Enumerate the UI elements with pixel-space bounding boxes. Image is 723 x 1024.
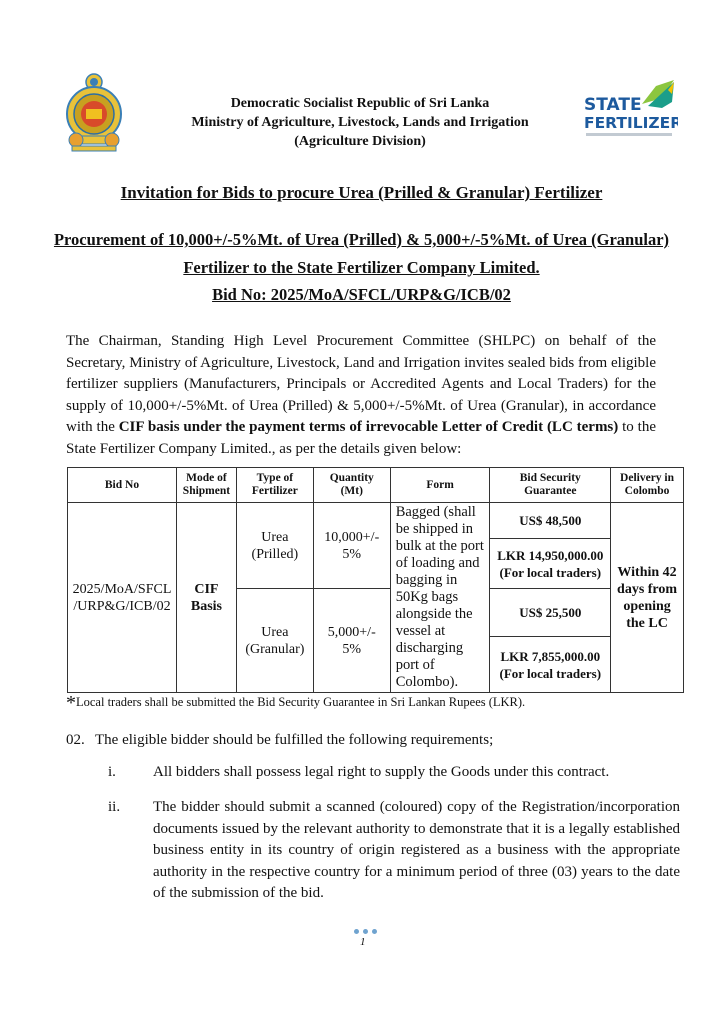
header-division: (Agriculture Division)	[294, 134, 426, 149]
header-mode: Mode of Shipment	[176, 468, 236, 503]
page-dots-icon	[352, 929, 382, 935]
main-title: Invitation for Bids to procure Urea (Prilled & Granular) Fertilizer	[120, 183, 603, 202]
cell-security-usd: US$ 48,500	[490, 503, 611, 539]
header-delivery: Delivery in Colombo	[611, 468, 684, 503]
cell-security-lkr: LKR 7,855,000.00 (For local traders)	[490, 637, 611, 693]
list-item: The bidder should submit a scanned (coloured) copy of the Registration/incorporation documents issued by the relevant authority to demonstrate that it is a legally established business entity in its country of origin registered as a business with the appropriate authority in the respective country for a minimum period of three (03) years to the date of the submission of the bid.	[153, 799, 680, 902]
intro-text-2: to the State Fertilizer Company Limited., as per the details given below:	[66, 419, 656, 457]
header-ministry: Ministry of Agriculture, Livestock, Lands and Irrigation	[191, 115, 529, 130]
sri-lanka-emblem-logo	[62, 70, 126, 154]
footnote-text: Local traders shall be submitted the Bid Security Guarantee in Sri Lankan Rupees (LKR).	[76, 695, 526, 709]
cell-quantity: 5,000+/- 5%	[313, 589, 390, 693]
header-type: Type of Fertilizer	[236, 468, 313, 503]
header-country: Democratic Socialist Republic of Sri Lanka	[230, 96, 490, 111]
bid-details-table	[67, 467, 684, 693]
cell-security-lkr: LKR 14,950,000.00 (For local traders)	[490, 539, 611, 589]
cell-type: Urea (Prilled)	[236, 503, 313, 589]
cell-delivery: Within 42 days from opening the LC	[611, 503, 684, 693]
intro-paragraph	[66, 331, 656, 461]
subtitle-company: Fertilizer to the State Fertilizer Company Limited.	[183, 258, 540, 277]
subtitle-procurement: Procurement of 10,000+/-5%Mt. of Urea (Prilled) & 5,000+/-5%Mt. of Urea (Granular)	[53, 230, 670, 249]
footnote	[66, 692, 525, 715]
cell-bid-no: 2025/MoA/SFCL /URP&G/ICB/02	[68, 503, 177, 693]
section-heading: The eligible bidder should be fulfilled the following requirements;	[95, 732, 494, 748]
cell-form: Bagged (shall be shipped in bulk at the port of loading and bagging in 50Kg bags alongside the vessel at discharging port of Colombo).	[390, 503, 490, 693]
logo-text-fertilizer: FERTILIZER	[584, 114, 678, 132]
list-item-number: ii.	[108, 799, 121, 815]
cell-quantity: 10,000+/- 5%	[313, 503, 390, 589]
table-header-row	[68, 468, 684, 503]
bid-number-title: Bid No: 2025/MoA/SFCL/URP&G/ICB/02	[212, 285, 511, 304]
header-form: Form	[390, 468, 490, 503]
list-item-number: i.	[108, 764, 116, 780]
section-number: 02.	[66, 732, 85, 748]
header-security: Bid Security Guarantee	[490, 468, 611, 503]
state-fertilizer-logo	[582, 76, 678, 146]
footnote-mark: *	[66, 692, 76, 714]
list-item: All bidders shall possess legal right to supply the Goods under this contract.	[153, 764, 610, 780]
logo-text-state: STATE	[584, 95, 642, 115]
intro-text-bold: CIF basis under the payment terms of irrevocable Letter of Credit (LC terms)	[118, 419, 619, 436]
cell-security-usd: US$ 25,500	[490, 589, 611, 637]
intro-text-1: The Chairman, Standing High Level Procurement Committee (SHLPC) on behalf of the Secretary, Ministry of Agriculture, Livestock, Land and Irrigation invites sealed bids from eligible fertilizer suppliers (Manufacturers, Principals or Accredited Agents and Local Traders) for the supply of 10,000+/-5%Mt. of Urea (Prilled) & 5,000+/-5%Mt. of Urea (Granular), in accordance with the	[66, 333, 656, 436]
page-number: 1	[360, 936, 366, 948]
header-bid-no: Bid No	[68, 468, 177, 503]
table-row	[68, 503, 684, 539]
cell-mode: CIF Basis	[176, 503, 236, 693]
header-quantity: Quantity (Mt)	[313, 468, 390, 503]
cell-type: Urea (Granular)	[236, 589, 313, 693]
